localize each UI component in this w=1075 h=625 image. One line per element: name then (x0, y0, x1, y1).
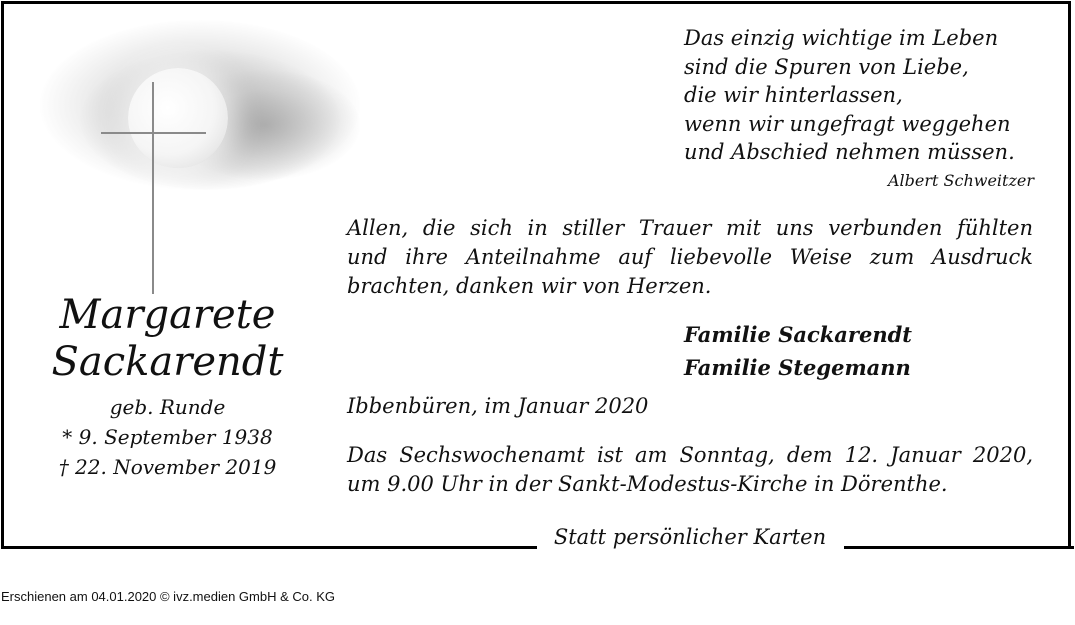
cross-icon-bar (101, 132, 206, 134)
service-line: Das Sechswochenamt ist am Sonntag, dem 12. Januar 2020, (347, 443, 1033, 467)
deceased-last-name: Sackarendt (51, 339, 284, 385)
frame-bottom-line-left (1, 546, 537, 549)
quote-line: die wir hinterlassen, (684, 83, 903, 107)
birth-date: * 9. September 1938 (62, 425, 273, 449)
quote-line: und Abschied nehmen müssen. (684, 140, 1015, 164)
moon-cross-illustration (40, 10, 370, 300)
moon-icon (128, 68, 228, 168)
frame-bottom-line-right (844, 546, 1074, 549)
thanks-paragraph (347, 214, 1033, 301)
death-date: † 22. November 2019 (58, 455, 277, 479)
place-date: Ibbenbüren, im Januar 2020 (347, 394, 649, 418)
thanks-line: und ihre Anteilnahme auf liebevolle Weise zum Ausdruck (347, 245, 1033, 269)
service-line: um 9.00 Uhr in der Sankt-Modestus-Kirche in Dörenthe. (347, 472, 948, 496)
quote-line: wenn wir ungefragt weggehen (684, 111, 1011, 136)
thanks-line: Allen, die sich in stiller Trauer mit uns verbunden fühlten (347, 216, 1033, 240)
quote-block (684, 24, 1034, 167)
service-paragraph (347, 441, 1033, 499)
cards-note: Statt persönlicher Karten (553, 525, 827, 549)
family-name: Familie Stegemann (684, 355, 911, 380)
cross-icon (152, 82, 154, 294)
quote-author: Albert Schweitzer (887, 171, 1034, 190)
quote-line: sind die Spuren von Liebe, (684, 54, 969, 79)
deceased-info (30, 292, 305, 482)
thanks-line: brachten, danken wir von Herzen. (347, 274, 712, 298)
families-block (684, 318, 912, 384)
deceased-first-name: Margarete (59, 292, 276, 338)
quote-line: Das einzig wichtige im Leben (684, 26, 999, 50)
publication-footer: Erschienen am 04.01.2020 © ivz.medien GmbH & Co. KG (1, 589, 336, 604)
deceased-born-name: geb. Runde (109, 395, 226, 419)
family-name: Familie Sackarendt (684, 322, 912, 347)
